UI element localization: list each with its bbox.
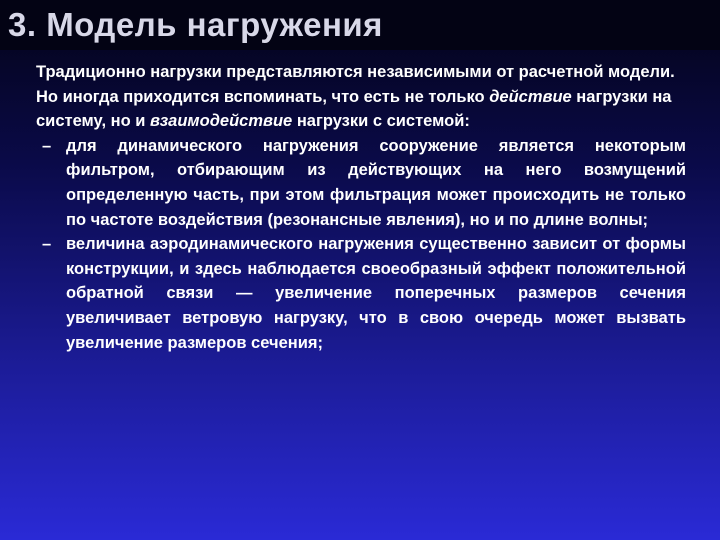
bullet-dash: – [42, 136, 52, 155]
intro-emphasis-action: действие [489, 87, 572, 106]
intro-emphasis-interaction: взаимодействие [150, 112, 293, 131]
intro-text-3: нагрузки с системой: [292, 112, 470, 131]
intro-text-1: Традиционно нагрузки представляются независимыми от расчетной модели. Но иногда приходится вспоминать, что есть не только [36, 63, 675, 106]
bullet-list [36, 134, 686, 355]
bullet-dash: – [42, 235, 52, 254]
bullet-text: величина аэродинамического нагружения существенно зависит от формы конструкции, и здесь наблюдается своеобразный эффект положительной обратной связи — увеличение поперечных размеров сечения увеличивает ветровую нагрузку, что в свою очередь может вызвать увеличение размеров сечения; [66, 235, 686, 352]
intro-text-2: нагрузки на систему, но и [36, 87, 672, 131]
bullet-item-aerodynamic-loading [36, 232, 686, 355]
slide-title: 3. Модель нагружения [8, 6, 383, 43]
intro-paragraph [36, 60, 686, 134]
bullet-text: для динамического нагружения сооружение является некоторым фильтром, отбирающим из действующих на него возмущений определенную часть, при этом фильтрация может происходить не только по частоте воздействия (резонансные явления), но и по длине волны; [66, 136, 686, 229]
slide-body [36, 60, 686, 355]
bullet-item-dynamic-loading [36, 134, 686, 232]
